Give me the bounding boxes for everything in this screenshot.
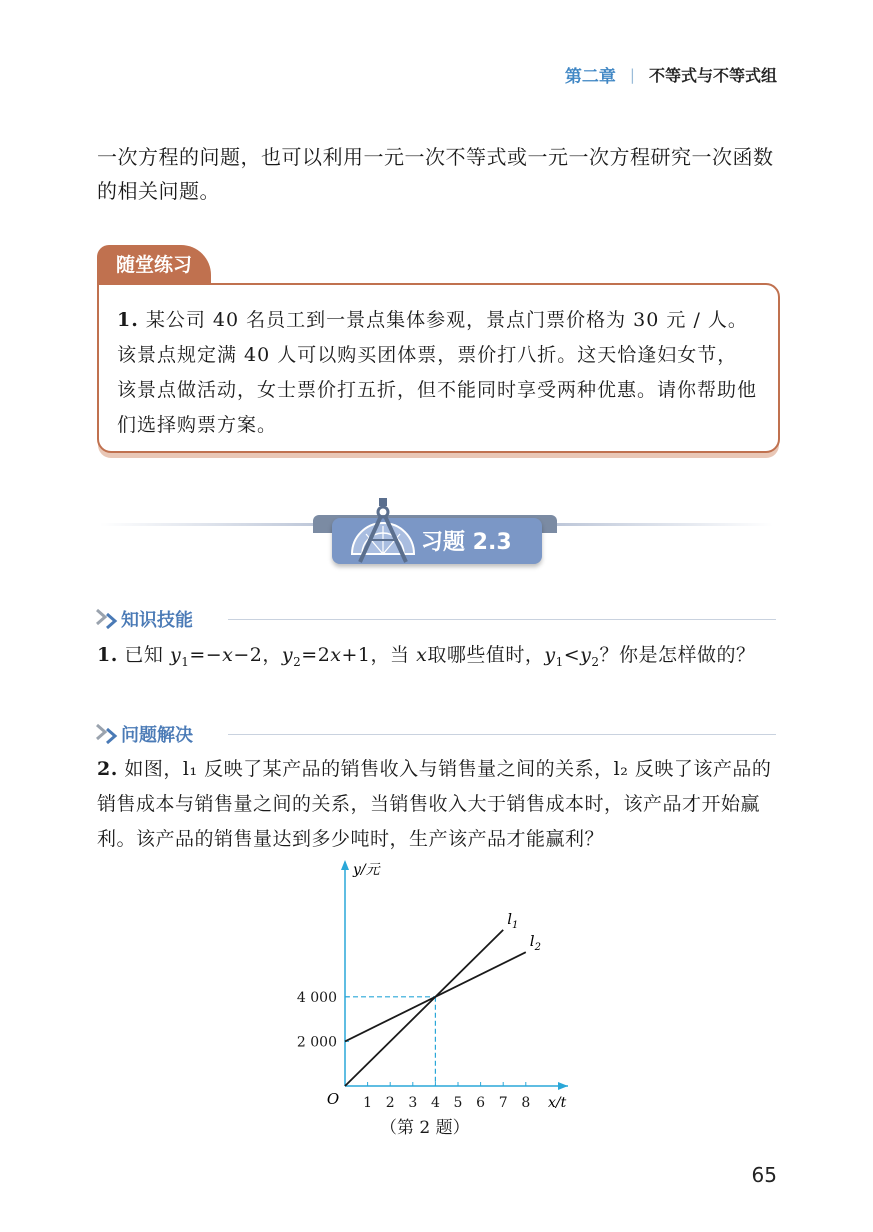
x-tick-label: 1 — [363, 1095, 373, 1111]
problem-1-inequality: $y_1<y_2$ — [544, 644, 600, 669]
exercise-title: 习题 2.3 — [421, 530, 512, 555]
x-tick-label: 6 — [476, 1095, 486, 1111]
practice-tab: 随堂练习 — [97, 245, 211, 285]
series-label-l1: $l_1$ — [507, 909, 519, 931]
problem-1-end: ？你是怎样做的？ — [599, 644, 756, 666]
problem-1-var: x — [416, 644, 428, 666]
y-tick-label: 2 000 — [296, 1034, 337, 1051]
chapter-title: 不等式与不等式组 — [648, 66, 777, 85]
problem-2-text: 如图，l₁ 反映了某产品的销售收入与销售量之间的关系，l₂ 反映了该产品的销售成本与销售量之间的关系，当销售收入大于销售成本时，该产品才开始赢利。该产品的销售量达到多少吨时，生产该产品才能赢利？ — [97, 758, 772, 850]
problem-1-pre: 已知 — [124, 644, 164, 666]
problem-1-number: 1. — [97, 644, 118, 666]
y-axis-label: y/元 — [353, 862, 380, 878]
x-tick-label: 4 — [430, 1095, 440, 1111]
intro-paragraph: 一次方程的问题，也可以利用一元一次不等式或一元一次方程研究一次函数的相关问题。 — [97, 145, 774, 203]
x-tick-label: 3 — [408, 1095, 418, 1111]
figure-caption: （第 2 题） — [380, 1118, 470, 1138]
series-line-l1 — [345, 930, 503, 1086]
section-problem-solving-label: 问题解决 — [121, 725, 193, 746]
y-axis-arrow — [341, 860, 349, 870]
problem-1-mid: ，当 — [370, 644, 410, 666]
chapter-label: 第二章 — [564, 67, 616, 87]
header-separator: | — [629, 65, 635, 84]
practice-question-text: 某公司 40 名员工到一景点集体参观，景点门票价格为 30 元 / 人。该景点规定满 40 人可以购买团体票，票价打八折。这天恰逢妇女节，该景点做活动，女士票价打五折，但不能同时享受两种优惠。请你帮助他们选择购票方案。 — [117, 309, 758, 436]
x-tick-label: 8 — [521, 1095, 531, 1111]
x-axis-arrow — [558, 1082, 568, 1090]
x-tick-label: 2 — [385, 1095, 395, 1111]
series-label-l2: $l_2$ — [529, 932, 541, 954]
page-number: 65 — [751, 1163, 777, 1187]
x-tick-label: 7 — [498, 1095, 508, 1111]
practice-question-number: 1. — [117, 309, 139, 331]
y-tick-label: 4 000 — [296, 989, 337, 1006]
problem-1-formulas: $y_1=-x-2$，$y_2=2x+1$ — [169, 644, 371, 669]
problem-1-post: 取哪些值时， — [427, 644, 545, 666]
x-tick-label: 5 — [453, 1095, 463, 1111]
problem-2-number: 2. — [97, 758, 118, 780]
origin-label: O — [326, 1090, 340, 1108]
x-axis-label: x/t — [548, 1095, 567, 1111]
section-knowledge-skills-label: 知识技能 — [121, 610, 193, 631]
